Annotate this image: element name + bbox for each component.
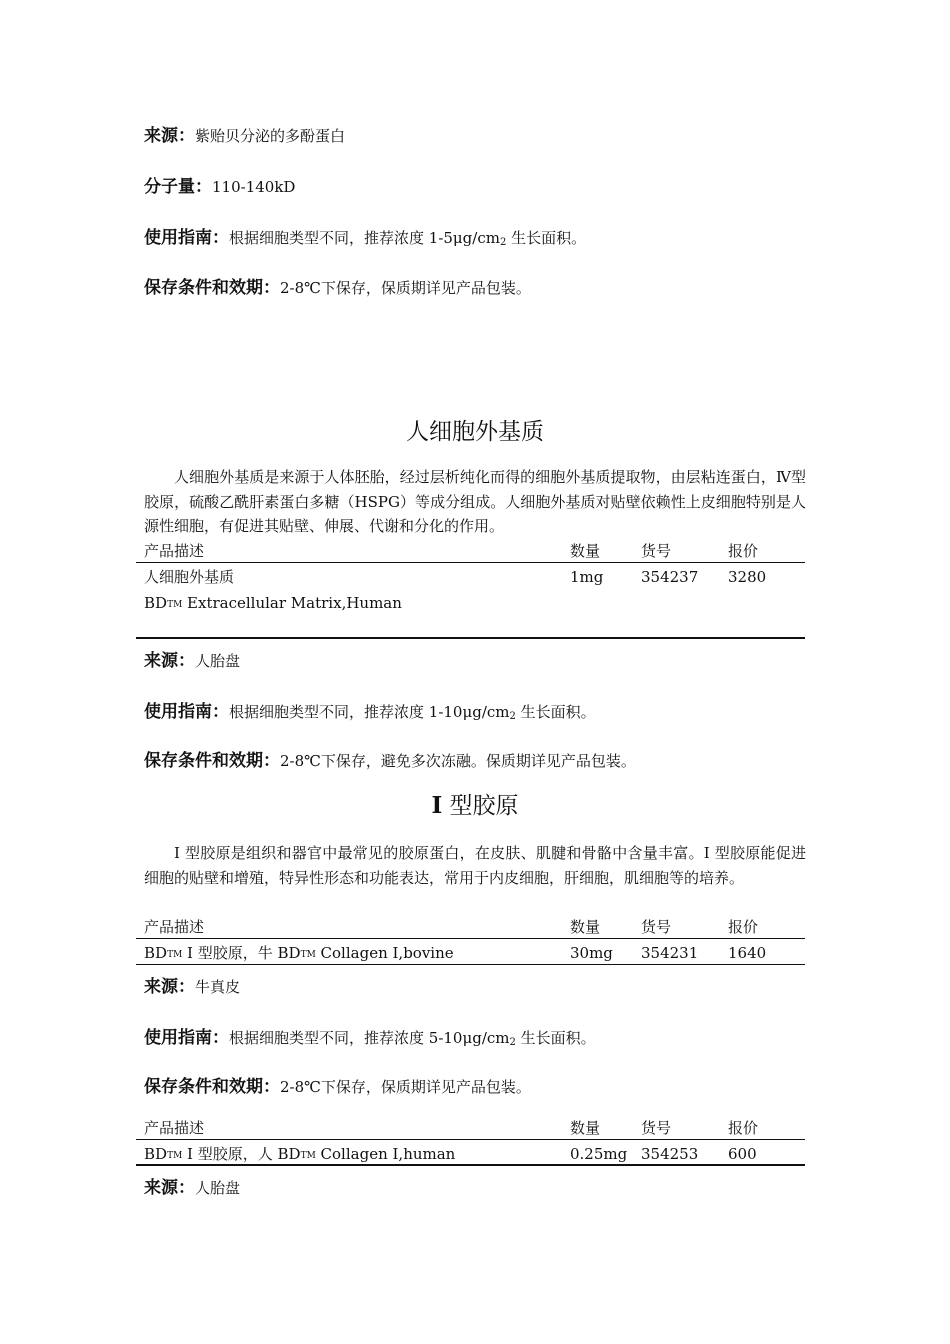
bd-text: BD (144, 594, 168, 612)
col1-th-qty: 数量 (570, 918, 601, 936)
bd-text: BD (144, 1145, 168, 1163)
col1-storage (144, 1077, 531, 1097)
usage-label: 使用指南： (144, 228, 229, 248)
ecm-row-price: 3280 (728, 568, 767, 586)
bd-text: BD (144, 944, 168, 962)
usage-sub: 2 (499, 237, 507, 248)
source-label: 来源： (144, 1178, 195, 1198)
ecm-th-desc: 产品描述 (144, 542, 205, 560)
storage-value: 2-8℃下保存，保质期详见产品包装。 (280, 279, 531, 297)
desc-mid: I 型胶原，牛 BD (182, 944, 301, 962)
col1-paragraph: I 型胶原是组织和器官中最常见的胶原蛋白，在皮肤、肌腱和骨骼中含量丰富。I 型胶原能促进细胞的贴壁和增殖，特异性形态和功能表达，常用于内皮细胞，肝细胞，肌细胞等的培养。 (144, 844, 806, 887)
top-usage (144, 228, 586, 253)
tm-mark: TM (167, 950, 183, 960)
desc-end: Collagen I,human (315, 1145, 456, 1163)
desc-end: Collagen I,bovine (315, 944, 454, 962)
source-value: 人胎盘 (195, 652, 241, 670)
ecm-paragraph: 人细胞外基质是来源于人体胚胎，经过层析纯化而得的细胞外基质提取物，由层粘连蛋白，Ⅳ型胶原，硫酸乙酰肝素蛋白多糖（HSPG）等成分组成。人细胞外基质对贴壁依赖性上皮细胞特别是人源性细胞，有促进其贴壁、伸展、代谢和分化的作用。 (144, 468, 806, 535)
tm-mark: TM (167, 600, 183, 610)
usage-sub: 2 (509, 711, 516, 722)
source-label: 来源： (144, 126, 195, 146)
usage-post: 生长面积。 (515, 703, 596, 721)
ecm-th-cat: 货号 (641, 542, 672, 560)
col1-bottom-rule (136, 964, 805, 965)
title-rest: 型胶原 (442, 793, 519, 819)
usage-text: 根据细胞类型不同，推荐浓度 5-10μg/cm (229, 1029, 510, 1047)
col1-row-cat: 354231 (641, 944, 699, 962)
usage-post: 生长面积。 (515, 1029, 596, 1047)
ecm-storage (144, 751, 636, 771)
storage-label: 保存条件和效期： (144, 751, 280, 771)
col1h-th-desc: 产品描述 (144, 1119, 205, 1137)
source-label: 来源： (144, 651, 195, 671)
ecm-source (144, 651, 240, 671)
ecm-row-desc-cn: 人细胞外基质 (144, 568, 235, 586)
col1-th-cat: 货号 (641, 918, 672, 936)
col1h-bottom-rule (136, 1164, 805, 1166)
storage-value: 2-8℃下保存，避免多次冻融。保质期详见产品包装。 (280, 752, 636, 770)
desc-mid: I 型胶原，人 BD (182, 1145, 301, 1163)
ecm-bottom-rule (136, 637, 805, 639)
ecm-th-price: 报价 (728, 542, 759, 560)
ecm-row-qty: 1mg (570, 568, 604, 586)
col1-th-desc: 产品描述 (144, 918, 205, 936)
tm-mark: TM (300, 1151, 316, 1161)
usage-text: 根据细胞类型不同，推荐浓度 1-10μg/cm (229, 703, 510, 721)
col1h-row-desc (144, 1144, 455, 1166)
top-molecular-weight (144, 177, 295, 197)
source-value: 紫贻贝分泌的多酚蛋白 (195, 127, 346, 145)
col1-header-rule (136, 938, 805, 939)
storage-label: 保存条件和效期： (144, 278, 280, 298)
storage-label: 保存条件和效期： (144, 1077, 280, 1097)
usage-post: 生长面积。 (506, 229, 587, 247)
col1-row-price: 1640 (728, 944, 767, 962)
top-source (144, 126, 345, 146)
col1h-header-rule (136, 1139, 805, 1140)
col1-row-desc (144, 943, 454, 965)
ecm-row-desc-en (144, 593, 402, 615)
col1-th-price: 报价 (728, 918, 759, 936)
ecm-th-qty: 数量 (570, 542, 601, 560)
source-value: 牛真皮 (195, 978, 241, 996)
source-label: 来源： (144, 977, 195, 997)
col1h-source (144, 1178, 240, 1198)
col1h-th-cat: 货号 (641, 1119, 672, 1137)
ecm-usage (144, 702, 596, 727)
top-storage (144, 278, 531, 298)
desc-en-text: Extracellular Matrix,Human (182, 594, 402, 612)
col1-row-qty: 30mg (570, 944, 613, 962)
ecm-title: 人细胞外基质 (406, 419, 544, 445)
source-value: 人胎盘 (195, 1179, 241, 1197)
col1h-row-qty: 0.25mg (570, 1145, 628, 1163)
storage-value: 2-8℃下保存，保质期详见产品包装。 (280, 1078, 531, 1096)
tm-mark: TM (167, 1151, 183, 1161)
title-roman: I (431, 792, 443, 819)
col1-source (144, 977, 240, 997)
col1h-row-price: 600 (728, 1145, 757, 1163)
col1h-row-cat: 354253 (641, 1145, 699, 1163)
usage-text: 根据细胞类型不同，推荐浓度 1-5μg/cm (229, 229, 500, 247)
usage-sub: 2 (509, 1037, 516, 1048)
tm-mark: TM (300, 950, 316, 960)
col1h-th-qty: 数量 (570, 1119, 601, 1137)
mw-value: 110-140kD (212, 178, 296, 196)
col1h-th-price: 报价 (728, 1119, 759, 1137)
ecm-row-cat: 354237 (641, 568, 699, 586)
ecm-header-rule (136, 562, 805, 563)
usage-label: 使用指南： (144, 1028, 229, 1048)
mw-label: 分子量： (144, 177, 212, 197)
usage-label: 使用指南： (144, 702, 229, 722)
col1-usage (144, 1028, 596, 1053)
col1-title (0, 791, 950, 821)
